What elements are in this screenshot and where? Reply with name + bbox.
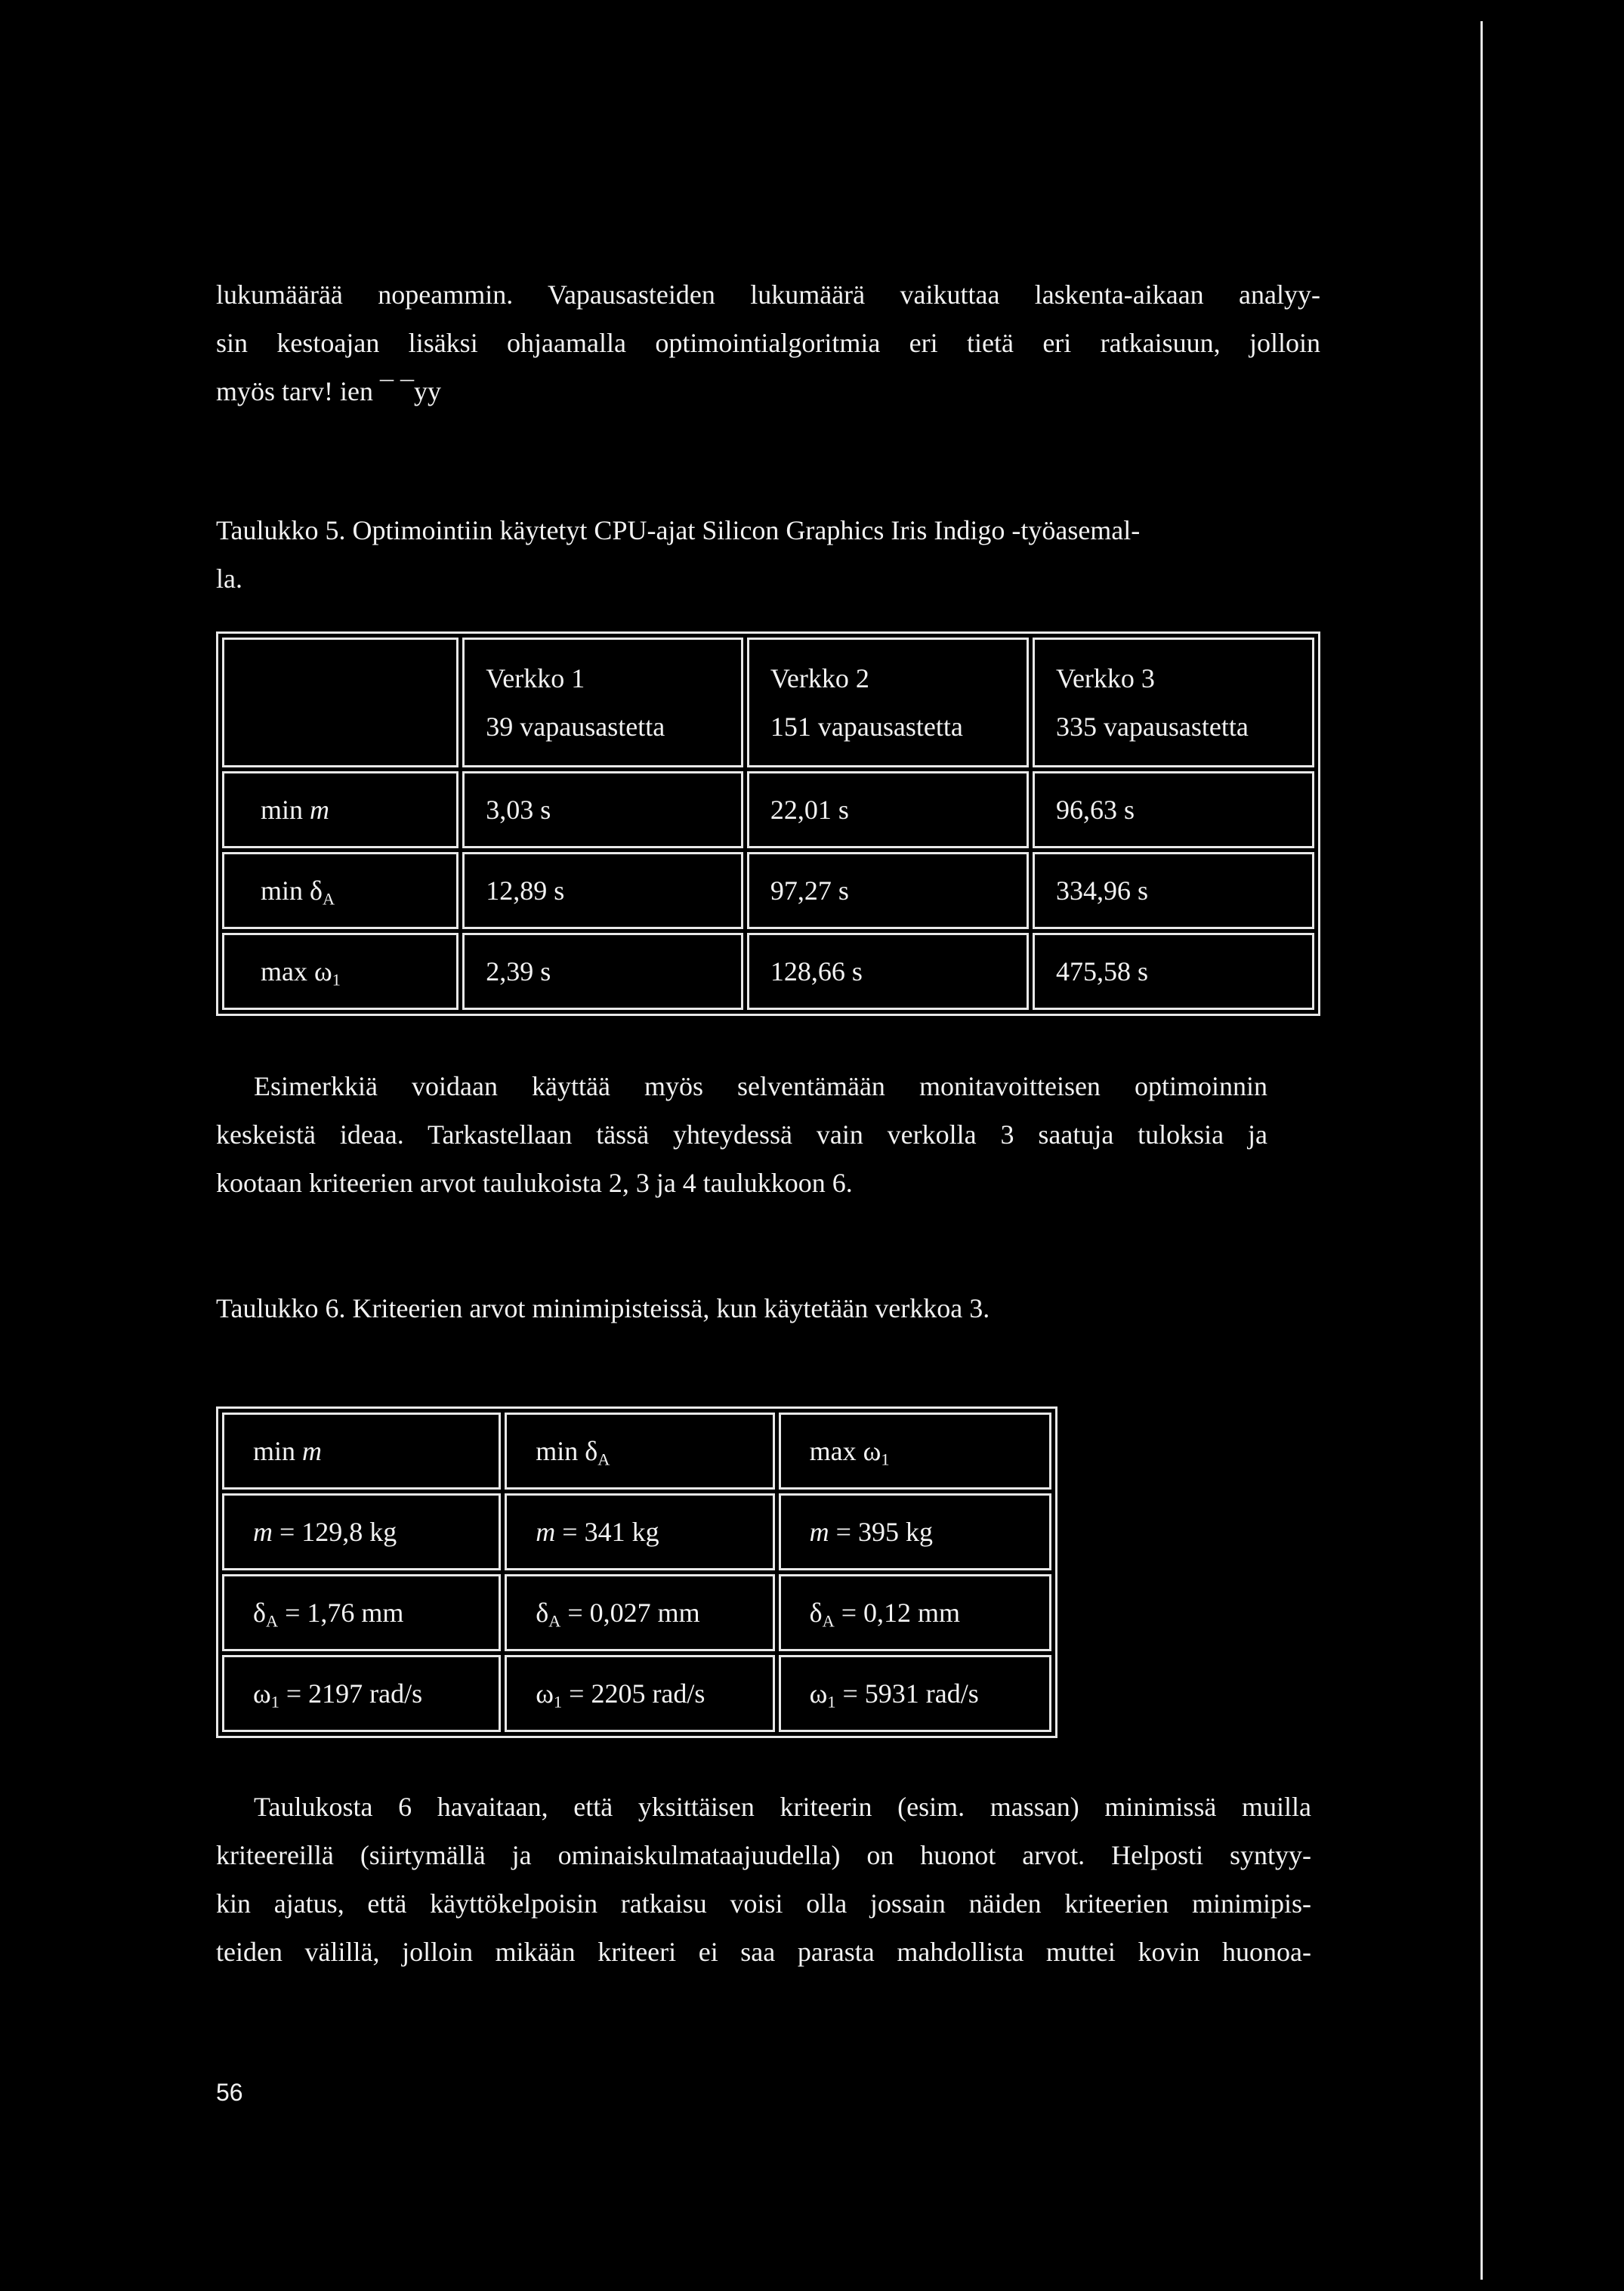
row-label: $\min \delta_A$ xyxy=(222,852,458,929)
text-line: sin kestoajan lisäksi ohjaamalla optimointialgoritmia eri tietä eri ratkaisuun, jolloin xyxy=(216,328,1320,358)
scan-edge-line xyxy=(1480,21,1483,2280)
table-cell: 22,01 s xyxy=(747,771,1029,848)
table-cell: $\omega_1 = 5931$ rad/s xyxy=(779,1655,1051,1732)
network-name: Verkko 2 xyxy=(770,663,869,693)
header-cell: min m xyxy=(222,1413,501,1490)
table-header-row xyxy=(222,1413,1051,1490)
omega-symbol: ω xyxy=(313,956,332,986)
text-line: teiden välillä, jolloin mikään kriteeri ei saa parasta mahdollista muttei kovin huonoa- xyxy=(216,1937,1311,1967)
mass-symbol: m xyxy=(302,1436,323,1466)
dof-count: 151 vapausastetta xyxy=(770,712,963,742)
table-row xyxy=(222,1655,1051,1732)
table-cell: m = 129,8 kg xyxy=(222,1493,501,1570)
caption-line: Taulukko 5. Optimointiin käytetyt CPU-ajat Silicon Graphics Iris Indigo -työasemal- xyxy=(216,515,1141,545)
table-row xyxy=(222,1574,1051,1651)
dof-count: 335 vapausastetta xyxy=(1055,712,1249,742)
row-label: min m xyxy=(222,771,458,848)
table-cell: 3,03 s xyxy=(462,771,743,848)
closing-paragraph xyxy=(216,1783,1311,1976)
header-cell: $\max \omega_1$ xyxy=(779,1413,1051,1490)
middle-paragraph xyxy=(216,1062,1267,1207)
table-row xyxy=(222,933,1314,1010)
table-cell: $\omega_1 = 2205$ rad/s xyxy=(505,1655,774,1732)
table-cell: $\delta_A = 0,027$ mm xyxy=(505,1574,774,1651)
text-line: Esimerkkiä voidaan käyttää myös selventämään monitavoitteisen optimoinnin xyxy=(254,1071,1267,1101)
table-cell: 128,66 s xyxy=(747,933,1029,1010)
mass-symbol: m xyxy=(310,795,330,825)
table-cell: 475,58 s xyxy=(1033,933,1314,1010)
text-line: kootaan kriteerien arvot taulukoista 2, 3 ja 4 taulukkoon 6. xyxy=(216,1168,853,1198)
table-cell: 97,27 s xyxy=(747,852,1029,929)
table-cell: $\delta_A = 1,76$ mm xyxy=(222,1574,501,1651)
table-cell: 334,96 s xyxy=(1033,852,1314,929)
table-cell: m = 341 kg xyxy=(505,1493,774,1570)
table-row xyxy=(222,771,1314,848)
table-cell: m = 395 kg xyxy=(779,1493,1051,1570)
header-cell xyxy=(747,638,1029,767)
header-cell: $\min \delta_A$ xyxy=(505,1413,774,1490)
table-corner-cell xyxy=(222,638,458,767)
table-row xyxy=(222,1493,1051,1570)
network-name: Verkko 3 xyxy=(1055,663,1155,693)
table-cell: $\delta_A = 0,12$ mm xyxy=(779,1574,1051,1651)
table5 xyxy=(216,631,1320,1016)
table-cell: $\omega_1 = 2197$ rad/s xyxy=(222,1655,501,1732)
text-line: kin ajatus, että käyttökelpoisin ratkaisu voisi olla jossain näiden kriteerien minimipis- xyxy=(216,1888,1311,1919)
omega-symbol: ω xyxy=(863,1436,881,1466)
dof-count: 39 vapausastetta xyxy=(486,712,665,742)
text-line: lukumäärää nopeammin. Vapausasteiden lukumäärä vaikuttaa laskenta-aikaan analyy- xyxy=(216,279,1320,310)
row-label: $\max \omega_1$ xyxy=(222,933,458,1010)
page-number: 56 xyxy=(216,2079,243,2106)
header-cell xyxy=(462,638,743,767)
delta-symbol: δ xyxy=(585,1436,598,1466)
table6-caption: Taulukko 6. Kriteerien arvot minimipisteissä, kun käytetään verkkoa 3. xyxy=(216,1293,990,1323)
delta-symbol: δ xyxy=(310,875,323,906)
text-line: myös tarv! ien ¯ ¯yy xyxy=(216,376,441,406)
table-cell: 12,89 s xyxy=(462,852,743,929)
table5-caption xyxy=(216,506,1140,603)
table-cell: 2,39 s xyxy=(462,933,743,1010)
intro-paragraph xyxy=(216,270,1320,415)
table-row xyxy=(222,852,1314,929)
header-cell xyxy=(1033,638,1314,767)
table-cell: 96,63 s xyxy=(1033,771,1314,848)
text-line: keskeistä ideaa. Tarkastellaan tässä yhteydessä vain verkolla 3 saatuja tuloksia ja xyxy=(216,1119,1267,1150)
text-line: Taulukosta 6 havaitaan, että yksittäisen kriteerin (esim. massan) minimissä muilla xyxy=(254,1792,1311,1822)
table-header-row xyxy=(222,638,1314,767)
caption-line: la. xyxy=(216,563,242,594)
network-name: Verkko 1 xyxy=(486,663,585,693)
table6 xyxy=(216,1406,1057,1738)
text-line: kriteereillä (siirtymällä ja ominaiskulmataajuudella) on huonot arvot. Helposti syntyy- xyxy=(216,1840,1311,1870)
